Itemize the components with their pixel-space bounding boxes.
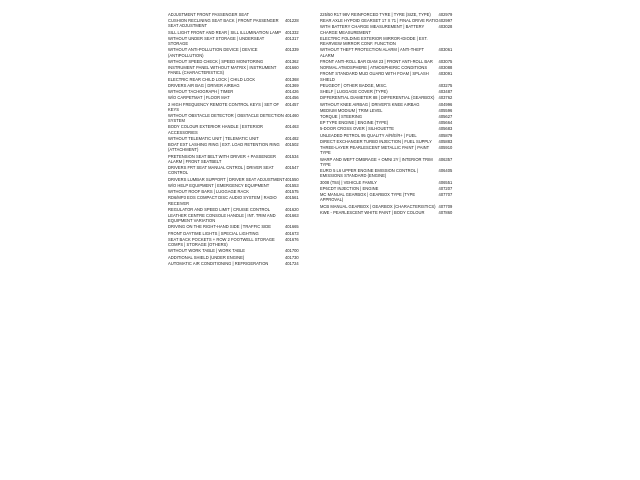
option-description: BOAT EXT LASHING RING | EXT. LOAD RETENTION RING (ATTACHMENT) xyxy=(168,142,280,153)
option-code: 401369 xyxy=(284,82,299,88)
table-row xyxy=(168,154,316,165)
option-description: SEAT BACK POCKETS + ROW 2 FOOTWELL STORAGE COMPS | STORAGE (OTHERS) xyxy=(168,236,275,248)
option-code: 402979 xyxy=(438,12,453,17)
option-description: EP6CDT INJECTION | ENGINE xyxy=(320,185,379,191)
option-description: THREE-LAYER PEARLESCENT METALLIC PAINT | PAINT TYPE xyxy=(320,145,430,156)
option-code: 401724 xyxy=(284,260,299,266)
option-code: 401553 xyxy=(284,182,299,188)
option-description: 225/50 R17 98V REINFORCED TYRE | TYRE (SIZE, TYPE) xyxy=(320,12,431,17)
option-code: 407707 xyxy=(438,192,453,198)
option-code: 401561 xyxy=(284,195,299,201)
option-code: 401463 xyxy=(284,124,299,130)
option-code: 405683 xyxy=(438,126,453,132)
table-row xyxy=(168,237,316,248)
option-description: FRONT STANDARD MUD GUARD WITH FOAM | SPLASH SHIELD xyxy=(320,71,429,82)
option-description: FRONT DAYTIME LIGHTS | SPECIAL LIGHTING xyxy=(168,230,259,236)
option-code: 406357 xyxy=(438,156,453,162)
option-description: REAR AXLE HYPOID GEARSET 17 X 71 | FINAL DRIVE RATIO xyxy=(320,18,439,24)
option-description: WITHOUT UNDER SEAT STORAGE | UNDERSEAT STORAGE xyxy=(168,35,265,47)
option-code: 405627 xyxy=(438,113,453,119)
option-code: 403487 xyxy=(438,89,453,95)
option-code: 403762 xyxy=(438,95,453,101)
table-row xyxy=(168,65,316,76)
option-description: UNLEADED PETROL 95 QUALITY A/R/E/R+ | FUEL xyxy=(320,132,417,138)
option-description: ADJUSTMENT FRONT PASSENGER SEAT xyxy=(168,12,250,17)
option-code: 401456 xyxy=(284,95,299,101)
option-description: EP TYPE ENGINE | ENGINE (TYPE) xyxy=(320,120,389,126)
option-code: 405596 xyxy=(438,107,453,113)
table-row xyxy=(168,142,316,153)
option-description: AUTOMATIC AIR CONDITIONING | REFRIGERATION xyxy=(168,260,269,266)
option-code: 401665 xyxy=(284,224,299,230)
option-description: PRETENSION SEAT BELT WITH DRIVER + PASSENGER ALARM | FRONT SEATBELT xyxy=(168,153,276,164)
option-code: 403061 xyxy=(438,47,453,53)
table-row xyxy=(168,261,316,267)
table-row xyxy=(320,47,470,58)
option-description: WITHOUT TELEMATIC UNIT | TELEMATIC UNIT xyxy=(168,135,259,141)
option-code: 405883 xyxy=(438,138,453,144)
option-description: REGULATOR AND SPEED LIMIT | CRUISE CONTROL xyxy=(168,206,270,212)
option-code: 401317 xyxy=(284,35,299,41)
option-code: 401730 xyxy=(284,254,299,260)
left-column xyxy=(168,12,316,267)
option-code: 401482 xyxy=(284,135,299,141)
table-row xyxy=(168,47,316,58)
option-description: W/O HELP EQUIPMENT | EMERGENCY EQUIPMENT xyxy=(168,182,270,188)
table-row xyxy=(168,213,316,224)
option-code: 405664 xyxy=(438,120,453,126)
option-code: 403075 xyxy=(438,58,453,64)
option-description: WARP AND WEFT OMBRAGE + OMNI 2Y | INTERIOR TRIM TYPE xyxy=(320,156,433,167)
table-row xyxy=(320,71,470,82)
option-code: 407207 xyxy=(438,185,453,191)
option-code: 401228 xyxy=(284,18,299,24)
option-description: BODY COLOUR EXTERIOR HANDLE | EXTERIOR ACCESSORIES xyxy=(168,124,264,135)
option-description: WITHOUT ROOF BARS | LUGGAGE RACK xyxy=(168,189,250,195)
option-code: 405910 xyxy=(438,145,453,151)
option-code: 404996 xyxy=(438,101,453,107)
option-description: RD6/MP3 EOS COMPACT DISC AUDIO SYSTEM | RADIO RECEIVER xyxy=(168,195,277,206)
option-code: 401673 xyxy=(284,230,299,236)
option-code: 401575 xyxy=(284,189,299,195)
option-table-left xyxy=(168,12,316,267)
option-code: 401332 xyxy=(284,29,299,35)
option-code: 401457 xyxy=(284,101,299,107)
option-table-right-body xyxy=(320,12,470,216)
table-row xyxy=(320,24,470,35)
option-description: DIRECT EXCHANGER TURBO INJECTION | FUEL SUPPLY xyxy=(320,138,432,144)
option-description: FRONT ANTI-ROLL BAR DIAM 23 | FRONT ANTI-ROLL BAR xyxy=(320,58,433,64)
option-code: 401426 xyxy=(284,89,299,95)
option-description: ADDITIONAL SHIELD (UNDER ENGINE) xyxy=(168,254,245,260)
option-code: 403091 xyxy=(438,71,453,77)
option-description: DIFFERENTIAL DIAMETER 88 | DIFFERENTIAL (GEARBOX) xyxy=(320,95,435,101)
option-description: MCB MANUAL GEARBOX | GEARBOX (CHARACTERISTICS) xyxy=(320,203,436,209)
table-row xyxy=(320,36,470,47)
option-code: 401368 xyxy=(284,76,299,82)
table-row xyxy=(168,195,316,206)
table-row xyxy=(320,168,470,179)
option-description: WITHOUT SPEED CHECK | SPEED MONITORING xyxy=(168,58,264,64)
option-description: WITHOUT THEFT PROTECTION ALARM | ANTI-THEFT ALARM xyxy=(320,47,424,58)
option-description: WITHOUT ANTI-POLLUTION DEVICE | DEVICE (ANTIPOLLUTION) xyxy=(168,47,258,58)
option-code: 407860 xyxy=(438,209,453,215)
option-code: 401676 xyxy=(284,236,299,242)
table-row xyxy=(320,210,470,216)
option-description: PEUGEOT | OTHER BADGE, MISC. xyxy=(320,82,388,88)
option-code-columns xyxy=(0,12,640,267)
option-table-left-body xyxy=(168,12,316,267)
option-description: DRIVING ON THE RIGHT-HAND SIDE | TRAFFIC SIDE xyxy=(168,224,272,230)
option-code: 407709 xyxy=(438,203,453,209)
table-row xyxy=(320,192,470,203)
option-description: DRIVERS LUMBAR SUPPORT | DRIVER SEAT ADJUSTMENT xyxy=(168,176,285,182)
option-description: WITH BATTERY CHARGE MEASUREMENT | BATTERY CHARGE MEASUREMENT xyxy=(320,24,425,35)
option-code: 406405 xyxy=(438,168,453,174)
option-description: KWE - PEARLESCENT WHITE PAINT | BODY COLOUR xyxy=(320,209,425,215)
option-description: W/O CARPETMAT | FLOOR MAT xyxy=(168,95,230,101)
option-code: 403028 xyxy=(438,24,453,30)
option-description: WITHOUT WORK TABLE | WORK TABLE xyxy=(168,248,246,254)
option-code: 401502 xyxy=(284,142,299,148)
option-description: DRIVERS FRT SEAT MANUAL CNTROL | DRIVER SEAT CONTROL xyxy=(168,165,274,176)
option-description: WITHOUT TACHOGRAPH | TIMER xyxy=(168,89,234,95)
option-description: EURO 5 L6 UPPER ENGINE EMISSION CONTROL | EMISSIONS STANDARD (ENGINE) xyxy=(320,168,419,179)
option-code: 401660 xyxy=(284,65,299,71)
option-description: INSTRUMENT PANEL WITHOUT MATRIX | INSTRUMENT PANEL (CHARACTERISTICS) xyxy=(168,65,277,76)
option-description: NORMAL ATMOSPHERE | ATMOSPHERIC CONDITIONS xyxy=(320,65,428,71)
option-description: 5-DOOR CROSS OVER | SILHOUETTE xyxy=(320,126,394,132)
option-description: 2 HIGH FREQUENCY REMOTE CONTROL KEYS | SET OF KEYS xyxy=(168,101,280,112)
option-description: MEDIUM MODIUM | TRIM LEVEL xyxy=(320,107,383,113)
option-description: MC MANUAL GEARBOX | GEARBOX TYPE (TYPE APPROVAL) xyxy=(320,192,416,203)
option-code: 401534 xyxy=(284,153,299,159)
option-description: WITHOUT KNEE AIRBAG | DRIVER'S KNEE AIRBAG xyxy=(320,101,420,107)
option-code: 401460 xyxy=(284,112,299,118)
option-code: 403088 xyxy=(438,65,453,71)
option-description: SHELF | LUGGAGE COVER (TYPE) xyxy=(320,89,388,95)
table-row xyxy=(168,102,316,113)
option-code: 403275 xyxy=(438,82,453,88)
table-row xyxy=(168,124,316,135)
table-row xyxy=(168,113,316,124)
option-description: ELECTRIC REAR CHILD LOCK | CHILD LOCK xyxy=(168,76,256,82)
option-table-right xyxy=(320,12,470,216)
option-code: 401362 xyxy=(284,58,299,64)
option-code: 401700 xyxy=(284,248,299,254)
option-code: 405879 xyxy=(438,132,453,138)
table-row xyxy=(168,18,316,29)
option-description: 3008 (T84) | VEHICLE FAMILY xyxy=(320,179,377,185)
option-description: DRIVERS AIR BAG | DRIVER AIRBAG xyxy=(168,82,240,88)
option-description: TORQUE | STEERING xyxy=(320,113,363,119)
table-row xyxy=(168,36,316,47)
option-code: 401339 xyxy=(284,47,299,53)
table-row xyxy=(320,157,470,168)
option-code: 406551 xyxy=(438,179,453,185)
option-code: 401620 xyxy=(284,206,299,212)
option-code: 401550 xyxy=(284,176,299,182)
right-column xyxy=(320,12,470,216)
option-code: 401547 xyxy=(284,165,299,171)
option-code xyxy=(439,36,470,47)
option-description: SILL LIGHT FRONT AND REAR | SILL ILLUMINATION LAMP xyxy=(168,29,282,35)
option-description: ELECTRIC FOLDING EXTERIOR MIRROR+DIODE | EXT. REARVIEW MIRROR CONF. FUNCTION xyxy=(320,35,428,47)
table-row xyxy=(320,145,470,156)
table-row xyxy=(168,165,316,176)
option-description: WITHOUT OBSTACLE DETECTOR | OBSTACLE DETECTION SYSTEM xyxy=(168,112,284,124)
option-description: LEATHER CENTRE CONSOLE HANDLE | INT. TRIM AND EQUIPMENT VARIATION xyxy=(168,212,276,224)
option-code: 402997 xyxy=(438,18,453,24)
option-description: CUSHION RECLINING SEAT BACK | FRONT PASSENGER SEAT ADJUSTMENT xyxy=(168,18,279,29)
option-code: 401663 xyxy=(284,212,299,218)
